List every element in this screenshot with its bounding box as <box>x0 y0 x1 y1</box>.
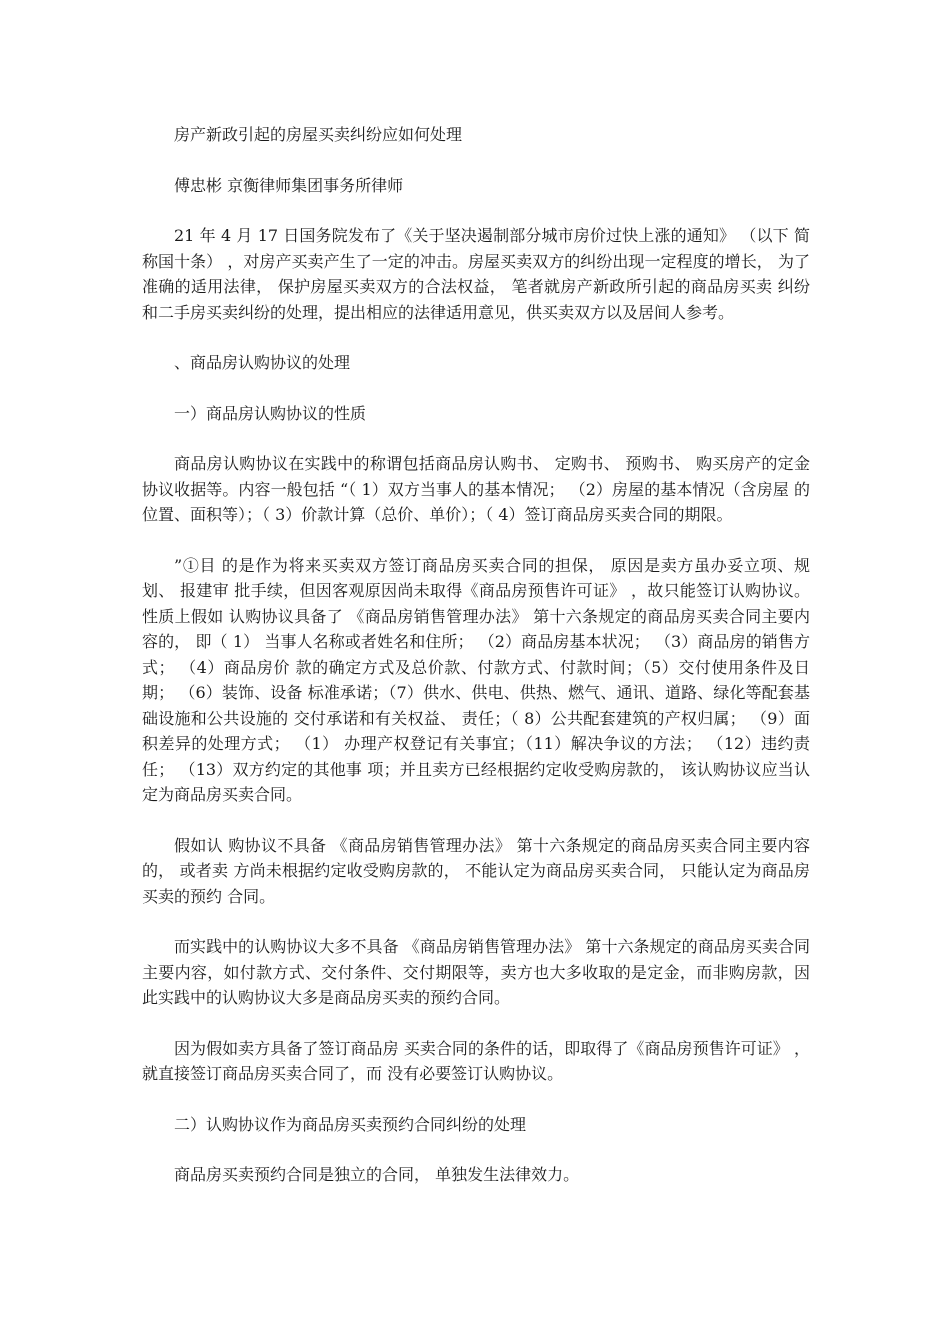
document-title: 房产新政引起的房屋买卖纠纷应如何处理 <box>174 125 463 144</box>
paragraph: ”①目 的是作为将来买卖双方签订商品房买卖合同的担保， 原因是卖方虽办妥立项、规划、 报建审 批手续，但因客观原因尚未取得《商品房预售许可证》 ，故只能签订认购协议。性质上假如 认购协议具备了 《商品房销售管理办法》 第十六条规定的商品房买卖合同主要内容的， 即（ 1） 当事人名称或者姓名和住所； （2）商品房基本状况； （3）商品房的销售方式； （4）商品房价 款的确定方式及总价款、付款方式、付款时间；（5）交付使用条件及日期； （6）装饰、设备 标准承诺；（7）供水、供电、供热、燃气、通讯、道路、绿化等配套基础设施和公共设施的 交付承诺和有关权益、 责任；（ 8）公共配套建筑的产权归属； （9）面积差异的处理方式； （1） 办理产权登记有关事宜；（11）解决争议的方法； （12）违约责任； （13）双方约定的其他事 项；并且卖方已经根据约定收受购房款的， 该认购协议应当认定为商品房买卖合同。 <box>142 555 810 804</box>
paragraph: 而实践中的认购协议大多不具备 《商品房销售管理办法》 第十六条规定的商品房买卖合同主要内容，如付款方式、交付条件、交付期限等，卖方也大多收取的是定金，而非购房款，因此实践中的认购协议大多是商品房买卖的预约合同。 <box>142 937 810 1007</box>
paragraph: 假如认 购协议不具备 《商品房销售管理办法》 第十六条规定的商品房买卖合同主要内容的， 或者卖 方尚未根据约定收受购房款的， 不能认定为商品房买卖合同， 只能认定为商品房买卖的预约 合同。 <box>142 835 810 906</box>
subsection-heading: 二）认购协议作为商品房买卖预约合同纠纷的处理 <box>174 1114 527 1134</box>
paragraph: 商品房买卖预约合同是独立的合同， 单独发生法律效力。 <box>174 1165 580 1184</box>
section-heading: 、商品房认购协议的处理 <box>174 353 351 372</box>
document-author: 傅忠彬 京衡律师集团事务所律师 <box>174 175 404 195</box>
subsection-heading: 一）商品房认购协议的性质 <box>174 403 367 423</box>
document-body <box>142 122 810 1213</box>
paragraph: 因为假如卖方具备了签订商品房 买卖合同的条件的话，即取得了《商品房预售许可证》 ，就直接签订商品房买卖合同了，而 没有必要签订认购协议。 <box>142 1038 810 1083</box>
paragraph-intro: 21 年 4 月 17 日国务院发布了《关于坚决遏制部分城市房价过快上涨的通知》 （以下 简称国十条） ，对房产买卖产生了一定的冲击。房屋买卖双方的纠纷出现一定程度的增长， 为了准确的适用法律， 保护房屋买卖双方的合法权益， 笔者就房产新政所引起的商品房买卖 纠纷和二手房买卖纠纷的处理，提出相应的法律适用意见，供买卖双方以及居间人参考。 <box>142 226 810 322</box>
paragraph: 商品房认购协议在实践中的称谓包括商品房认购书、 定购书、 预购书、 购买房产的定金 协议收据等。内容一般包括 “（ 1）双方当事人的基本情况； （2）房屋的基本情况（含房屋 的位置、面积等）；（ 3）价款计算（总价、单价）；（ 4）签订商品房买卖合同的期限。 <box>142 454 810 524</box>
